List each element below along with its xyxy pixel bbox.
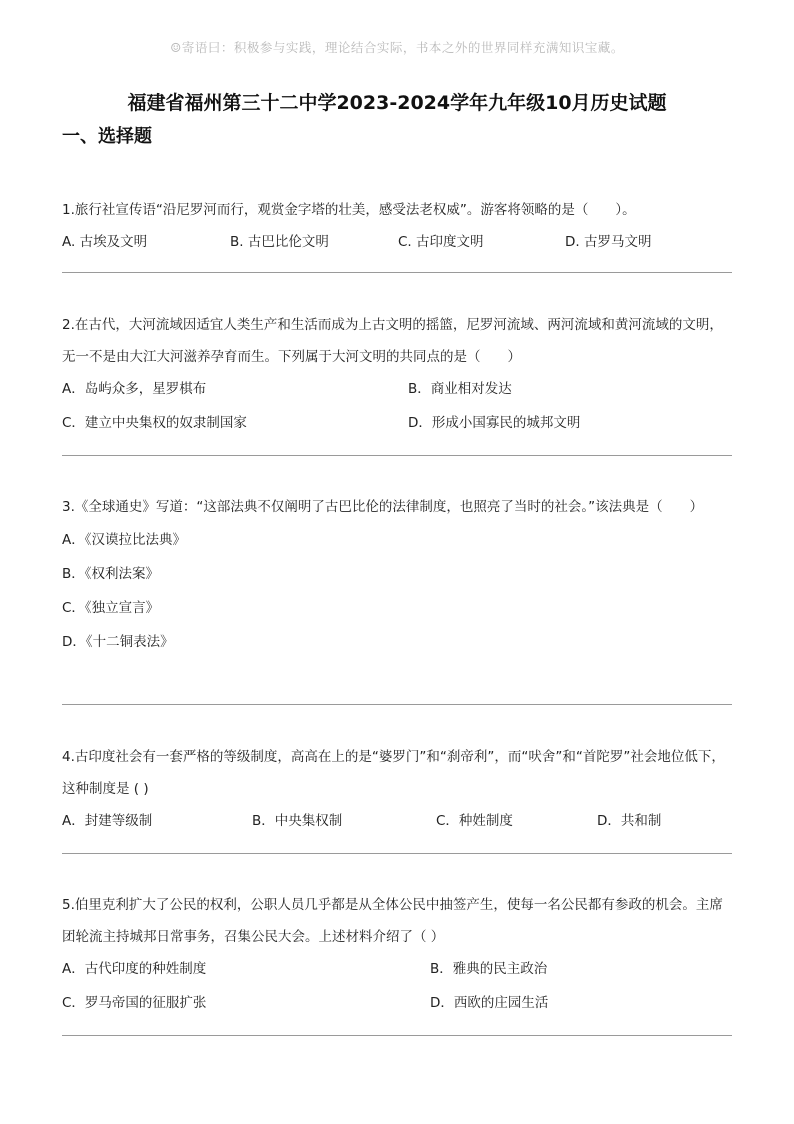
question-4 xyxy=(62,741,732,837)
question-5-option-c[interactable]: C．罗马帝国的征服扩张 xyxy=(62,995,207,1011)
divider xyxy=(62,704,732,705)
question-5-options-row-1 xyxy=(62,953,732,985)
question-2-options-row-2 xyxy=(62,407,732,439)
question-1-stem: 1.旅行社宣传语“沿尼罗河而行，观赏金字塔的壮美，感受法老权威”。游客将领略的是（ ）。 xyxy=(62,202,636,218)
question-2-option-b[interactable]: B．商业相对发达 xyxy=(408,381,512,397)
question-1-option-d[interactable]: D. 古罗马文明 xyxy=(565,234,652,250)
question-4-options xyxy=(62,805,732,837)
question-3-option-a[interactable]: A．《汉谟拉比法典》 xyxy=(62,532,186,548)
question-3 xyxy=(62,491,732,659)
question-2-options-row-1 xyxy=(62,373,732,405)
question-5-option-d[interactable]: D．西欧的庄园生活 xyxy=(430,995,549,1011)
section-title: 一、选择题 xyxy=(62,126,152,147)
question-2-option-c[interactable]: C．建立中央集权的奴隶制国家 xyxy=(62,415,247,431)
question-3-stem: 3.《全球通史》写道：“这部法典不仅阐明了古巴比伦的法律制度，也照亮了当时的社会。”该法典是（ ） xyxy=(62,499,704,515)
question-1-option-a[interactable]: A. 古埃及文明 xyxy=(62,234,148,250)
question-5-option-a[interactable]: A．古代印度的种姓制度 xyxy=(62,961,207,977)
question-1-option-c[interactable]: C. 古印度文明 xyxy=(398,234,484,250)
question-5 xyxy=(62,889,732,1019)
divider xyxy=(62,272,732,273)
question-4-stem: 4.古印度社会有一套严格的等级制度，高高在上的是“婆罗门”和“刹帝利”，而“吠舍”和“首陀罗”社会地位低下，这种制度是 ( ) xyxy=(62,749,725,797)
question-2-stem: 2.在古代，大河流域因适宜人类生产和生活而成为上古文明的摇篮，尼罗河流域、两河流域和黄河流域的文明，无一不是由大江大河滋养孕育而生。下列属于大河文明的共同点的是（ ） xyxy=(62,317,723,365)
question-4-option-b[interactable]: B．中央集权制 xyxy=(252,813,343,829)
divider xyxy=(62,455,732,456)
header-motto: ☺寄语曰：积极参与实践，理论结合实际，书本之外的世界同样充满知识宝藏。 xyxy=(170,40,624,55)
question-2-option-d[interactable]: D．形成小国寡民的城邦文明 xyxy=(408,415,581,431)
question-4-option-c[interactable]: C．种姓制度 xyxy=(436,813,513,829)
question-1-option-b[interactable]: B. 古巴比伦文明 xyxy=(230,234,329,250)
question-5-options-row-2 xyxy=(62,987,732,1019)
question-2-option-a[interactable]: A．岛屿众多，星罗棋布 xyxy=(62,381,207,397)
question-4-option-a[interactable]: A．封建等级制 xyxy=(62,813,153,829)
question-3-option-b[interactable]: B．《权利法案》 xyxy=(62,566,160,582)
divider xyxy=(62,1035,732,1036)
question-1 xyxy=(62,194,732,258)
divider xyxy=(62,853,732,854)
question-2 xyxy=(62,309,732,439)
question-3-option-c[interactable]: C．《独立宣言》 xyxy=(62,600,160,616)
question-4-option-d[interactable]: D．共和制 xyxy=(597,813,662,829)
question-3-option-d[interactable]: D．《十二铜表法》 xyxy=(62,634,174,650)
document-title: 福建省福州第三十二中学2023-2024学年九年级10月历史试题 xyxy=(127,92,667,114)
question-5-option-b[interactable]: B．雅典的民主政治 xyxy=(430,961,548,977)
question-5-stem: 5.伯里克利扩大了公民的权利，公职人员几乎都是从全体公民中抽签产生，使每一名公民都有参政的机会。主席团轮流主持城邦日常事务，召集公民大会。上述材料介绍了（ ） xyxy=(62,897,723,945)
question-1-options xyxy=(62,226,732,258)
